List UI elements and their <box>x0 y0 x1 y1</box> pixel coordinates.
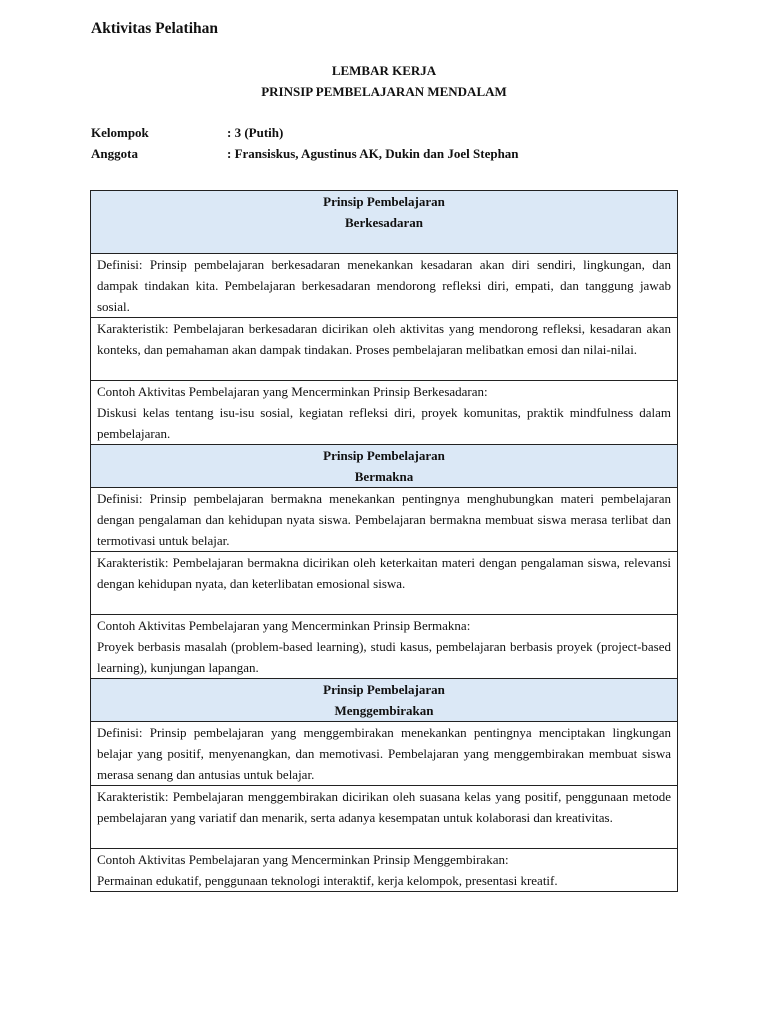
example-text: Proyek berbasis masalah (problem-based learning), studi kasus, pembelajaran berbasis proyek (project-based learning), kunjungan lapangan. <box>97 639 671 675</box>
section-heading-line-1: Prinsip Pembelajaran <box>323 448 445 463</box>
definition-cell: Definisi: Prinsip pembelajaran bermakna menekankan pentingnya menghubungkan materi pembelajaran dengan pengalaman dan kehidupan nyata siswa. Pembelajaran bermakna membuat siswa merasa terlibat dan termotivasi untuk belajar. <box>91 488 678 552</box>
section-heading <box>91 445 678 488</box>
members-label: Anggota <box>91 146 138 161</box>
example-label: Contoh Aktivitas Pembelajaran yang Mencerminkan Prinsip Menggembirakan: <box>97 852 509 867</box>
characteristics-cell: Karakteristik: Pembelajaran berkesadaran dicirikan oleh aktivitas yang mendorong refleksi, kesadaran akan konteks, dan pemahaman akan dampak tindakan. Proses pembelajaran melibatkan emosi dan nilai-nilai. <box>91 318 678 381</box>
members-row <box>91 146 519 162</box>
worksheet-subtitle: PRINSIP PEMBELAJARAN MENDALAM <box>261 84 507 99</box>
example-label: Contoh Aktivitas Pembelajaran yang Mencerminkan Prinsip Bermakna: <box>97 618 471 633</box>
document-header: Aktivitas Pelatihan <box>91 20 219 37</box>
example-cell <box>91 849 678 892</box>
section-heading-line-2: Bermakna <box>354 469 414 484</box>
section-heading <box>91 679 678 722</box>
example-label: Contoh Aktivitas Pembelajaran yang Mencerminkan Prinsip Berkesadaran: <box>97 384 488 399</box>
section-heading-line-2: Berkesadaran <box>345 215 423 230</box>
principles-table <box>90 190 678 892</box>
group-label: Kelompok <box>91 125 149 140</box>
definition-cell: Definisi: Prinsip pembelajaran berkesadaran menekankan kesadaran akan diri sendiri, lingkungan, dan dampak tindakan kita. Pembelajaran berkesadaran mendorong refleksi diri, empati, dan tanggung jawab sosial. <box>91 254 678 318</box>
example-cell <box>91 381 678 445</box>
group-row <box>91 125 283 141</box>
section-heading-line-2: Menggembirakan <box>334 703 434 718</box>
characteristics-cell: Karakteristik: Pembelajaran bermakna dicirikan oleh keterkaitan materi dengan pengalaman siswa, relevansi dengan kehidupan nyata, dan keterlibatan emosional siswa. <box>91 552 678 615</box>
section-heading <box>91 191 678 254</box>
example-text: Permainan edukatif, penggunaan teknologi interaktif, kerja kelompok, presentasi kreatif. <box>97 873 558 888</box>
section-heading-line-1: Prinsip Pembelajaran <box>323 682 445 697</box>
definition-cell: Definisi: Prinsip pembelajaran yang menggembirakan menekankan pentingnya menciptakan lingkungan belajar yang positif, menyenangkan, dan memotivasi. Pembelajaran yang menggembirakan membuat siswa merasa senang dan antusias untuk belajar. <box>91 722 678 786</box>
example-cell <box>91 615 678 679</box>
group-value: : 3 (Putih) <box>227 125 284 140</box>
members-value: : Fransiskus, Agustinus AK, Dukin dan Joel Stephan <box>227 146 519 161</box>
characteristics-cell: Karakteristik: Pembelajaran menggembirakan dicirikan oleh suasana kelas yang positif, penggunaan metode pembelajaran yang variatif dan menarik, serta adanya kesempatan untuk kolaborasi dan kreativitas. <box>91 786 678 849</box>
section-heading-line-1: Prinsip Pembelajaran <box>323 194 445 209</box>
example-text: Diskusi kelas tentang isu-isu sosial, kegiatan refleksi diri, proyek komunitas, praktik mindfulness dalam pembelajaran. <box>97 405 671 441</box>
worksheet-title: LEMBAR KERJA <box>331 63 437 78</box>
